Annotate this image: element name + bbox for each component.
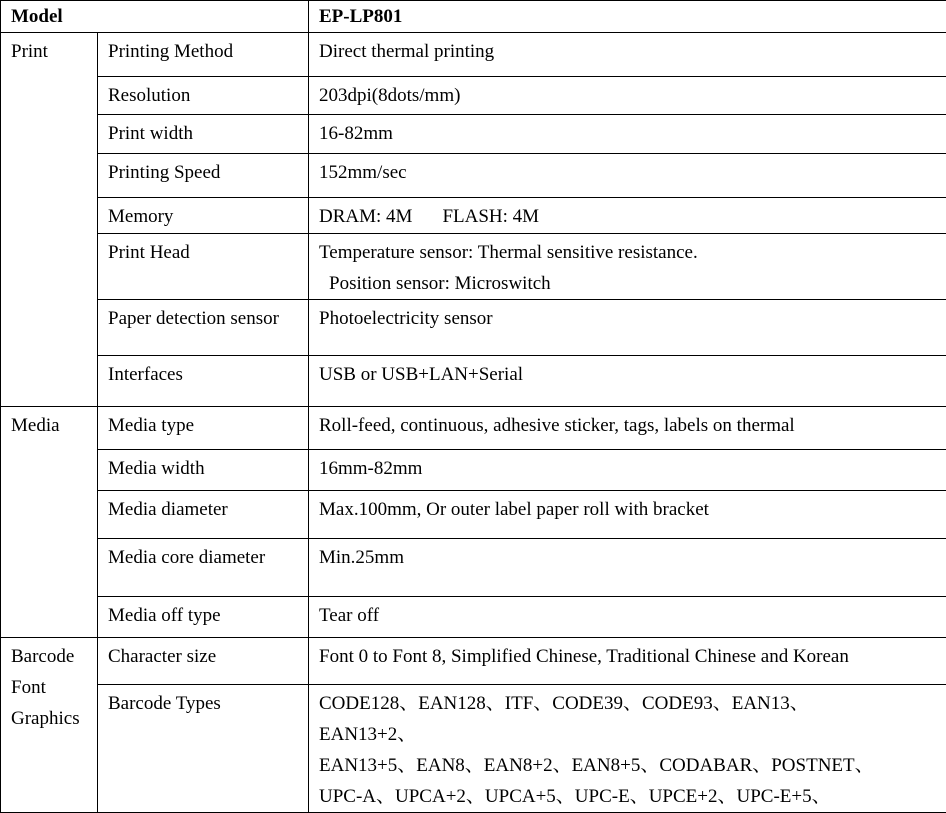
spec-row (1, 450, 946, 491)
spec-row (1, 77, 946, 115)
spec-row (1, 407, 946, 450)
spec-label: Media core diameter (98, 539, 309, 597)
spec-label: Paper detection sensor (98, 300, 309, 356)
print-head-line-1: Temperature sensor: Thermal sensitive resistance. (319, 242, 698, 263)
barcode-types-line-1: CODE128、EAN128、ITF、CODE39、CODE93、EAN13、 (319, 693, 809, 714)
spec-row (1, 685, 946, 813)
spec-value: 203dpi(8dots/mm) (309, 77, 946, 115)
spec-row (1, 539, 946, 597)
spec-value (309, 198, 946, 234)
model-value: EP-LP801 (309, 1, 946, 33)
spec-value: USB or USB+LAN+Serial (309, 356, 946, 407)
spec-label: Media off type (98, 597, 309, 638)
spec-label: Resolution (98, 77, 309, 115)
spec-label: Character size (98, 638, 309, 685)
barcode-types-line-2: EAN13+2、 (319, 724, 417, 745)
spec-row (1, 115, 946, 154)
spec-label: Printing Method (98, 33, 309, 77)
spec-row (1, 234, 946, 300)
group-print: Print (1, 33, 98, 407)
group-barcode-line-1: Barcode (11, 646, 75, 667)
spec-label: Media type (98, 407, 309, 450)
spec-label: Memory (98, 198, 309, 234)
group-media: Media (1, 407, 98, 638)
spec-label: Media diameter (98, 491, 309, 539)
spec-row (1, 154, 946, 198)
spec-row (1, 33, 946, 77)
spec-value: Photoelectricity sensor (309, 300, 946, 356)
spec-value: Font 0 to Font 8, Simplified Chinese, Traditional Chinese and Korean (309, 638, 946, 685)
memory-dram: DRAM: 4M (319, 206, 413, 227)
barcode-types-line-4: UPC-A、UPCA+2、UPCA+5、UPC-E、UPCE+2、UPC-E+5、 (319, 786, 831, 807)
spec-value: Tear off (309, 597, 946, 638)
spec-value: Max.100mm, Or outer label paper roll with bracket (309, 491, 946, 539)
spec-label: Interfaces (98, 356, 309, 407)
spec-value: 152mm/sec (309, 154, 946, 198)
spec-value: 16-82mm (309, 115, 946, 154)
barcode-types-line-3: EAN13+5、EAN8、EAN8+2、EAN8+5、CODABAR、POSTNET、 (319, 755, 874, 776)
group-barcode-line-3: Graphics (11, 708, 80, 729)
group-barcode-line-2: Font (11, 677, 46, 698)
spec-value (309, 685, 946, 813)
spec-label: Media width (98, 450, 309, 491)
spec-value (309, 234, 946, 300)
spec-row (1, 597, 946, 638)
spec-row (1, 300, 946, 356)
memory-flash: FLASH: 4M (442, 206, 540, 227)
spec-value: 16mm-82mm (309, 450, 946, 491)
spec-row (1, 491, 946, 539)
model-label: Model (1, 1, 309, 33)
spec-value: Direct thermal printing (309, 33, 946, 77)
header-row (1, 1, 946, 33)
spec-label: Print Head (98, 234, 309, 300)
spec-label: Print width (98, 115, 309, 154)
spec-value: Roll-feed, continuous, adhesive sticker, tags, labels on thermal (309, 407, 946, 450)
spec-row (1, 638, 946, 685)
spec-value: Min.25mm (309, 539, 946, 597)
spec-row (1, 356, 946, 407)
spec-label: Barcode Types (98, 685, 309, 813)
group-barcode (1, 638, 98, 813)
spec-row (1, 198, 946, 234)
print-head-line-2: Position sensor: Microswitch (329, 273, 551, 294)
spec-label: Printing Speed (98, 154, 309, 198)
